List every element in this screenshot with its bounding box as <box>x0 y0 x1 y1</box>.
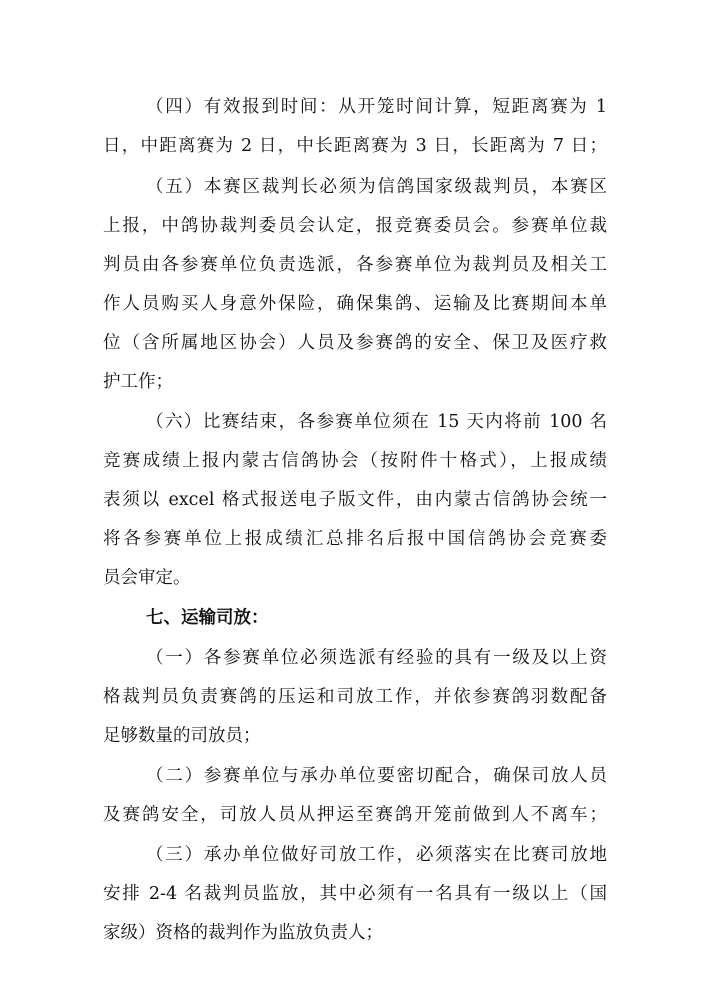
paragraph-7-1-line-3: 足够数量的司放员； <box>103 726 261 746</box>
paragraph-5-line-2: 上报，中鸽协裁判委员会认定，报竞赛委员会。参赛单位裁 <box>103 216 607 236</box>
paragraph-7-3-line-2: 安排 2-4 名裁判员监放，其中必须有一名具有一级以上（国 <box>103 884 607 904</box>
paragraph-6-line-2: 竞赛成绩上报内蒙古信鸽协会（按附件十格式），上报成绩 <box>103 451 607 471</box>
paragraph-6-line-5: 员会审定。 <box>103 568 191 588</box>
paragraph-7-3-line-1: （三）承办单位做好司放工作，必须落实在比赛司放地 <box>146 845 607 865</box>
paragraph-5-line-5: 位（含所属地区协会）人员及参赛鸽的安全、保卫及医疗救 <box>103 333 607 353</box>
paragraph-7-3-line-3: 家级）资格的裁判作为监放负责人； <box>103 923 383 943</box>
paragraph-6-line-1: （六）比赛结束，各参赛单位须在 15 天内将前 100 名 <box>146 412 607 432</box>
paragraph-4-line-2: 日，中距离赛为 2 日，中长距离赛为 3 日，长距离为 7 日； <box>103 136 607 156</box>
paragraph-7-1-line-2: 格裁判员负责赛鸽的压运和司放工作，并依参赛鸽羽数配备 <box>103 687 607 707</box>
section-heading-transport: 七、运输司放： <box>146 608 269 628</box>
paragraph-5-line-4: 作人员购买人身意外保险，确保集鸽、运输及比赛期间本单 <box>103 294 607 314</box>
paragraph-5-line-3: 判员由各参赛单位负责选派，各参赛单位为裁判员及相关工 <box>103 255 607 275</box>
paragraph-7-1-line-1: （一）各参赛单位必须选派有经验的具有一级及以上资 <box>146 648 607 668</box>
paragraph-5-line-6: 护工作； <box>103 372 173 392</box>
paragraph-4-line-1: （四）有效报到时间：从开笼时间计算，短距离赛为 1 <box>146 97 607 117</box>
paragraph-6-line-3: 表须以 excel 格式报送电子版文件，由内蒙古信鸽协会统一 <box>103 490 607 510</box>
paragraph-5-line-1: （五）本赛区裁判长必须为信鸽国家级裁判员，本赛区 <box>146 177 607 197</box>
paragraph-7-2-line-2: 及赛鸽安全，司放人员从押运至赛鸽开笼前做到人不离车； <box>103 805 607 825</box>
paragraph-7-2-line-1: （二）参赛单位与承办单位要密切配合，确保司放人员 <box>146 766 607 786</box>
paragraph-6-line-4: 将各参赛单位上报成绩汇总排名后报中国信鸽协会竞赛委 <box>103 529 607 549</box>
